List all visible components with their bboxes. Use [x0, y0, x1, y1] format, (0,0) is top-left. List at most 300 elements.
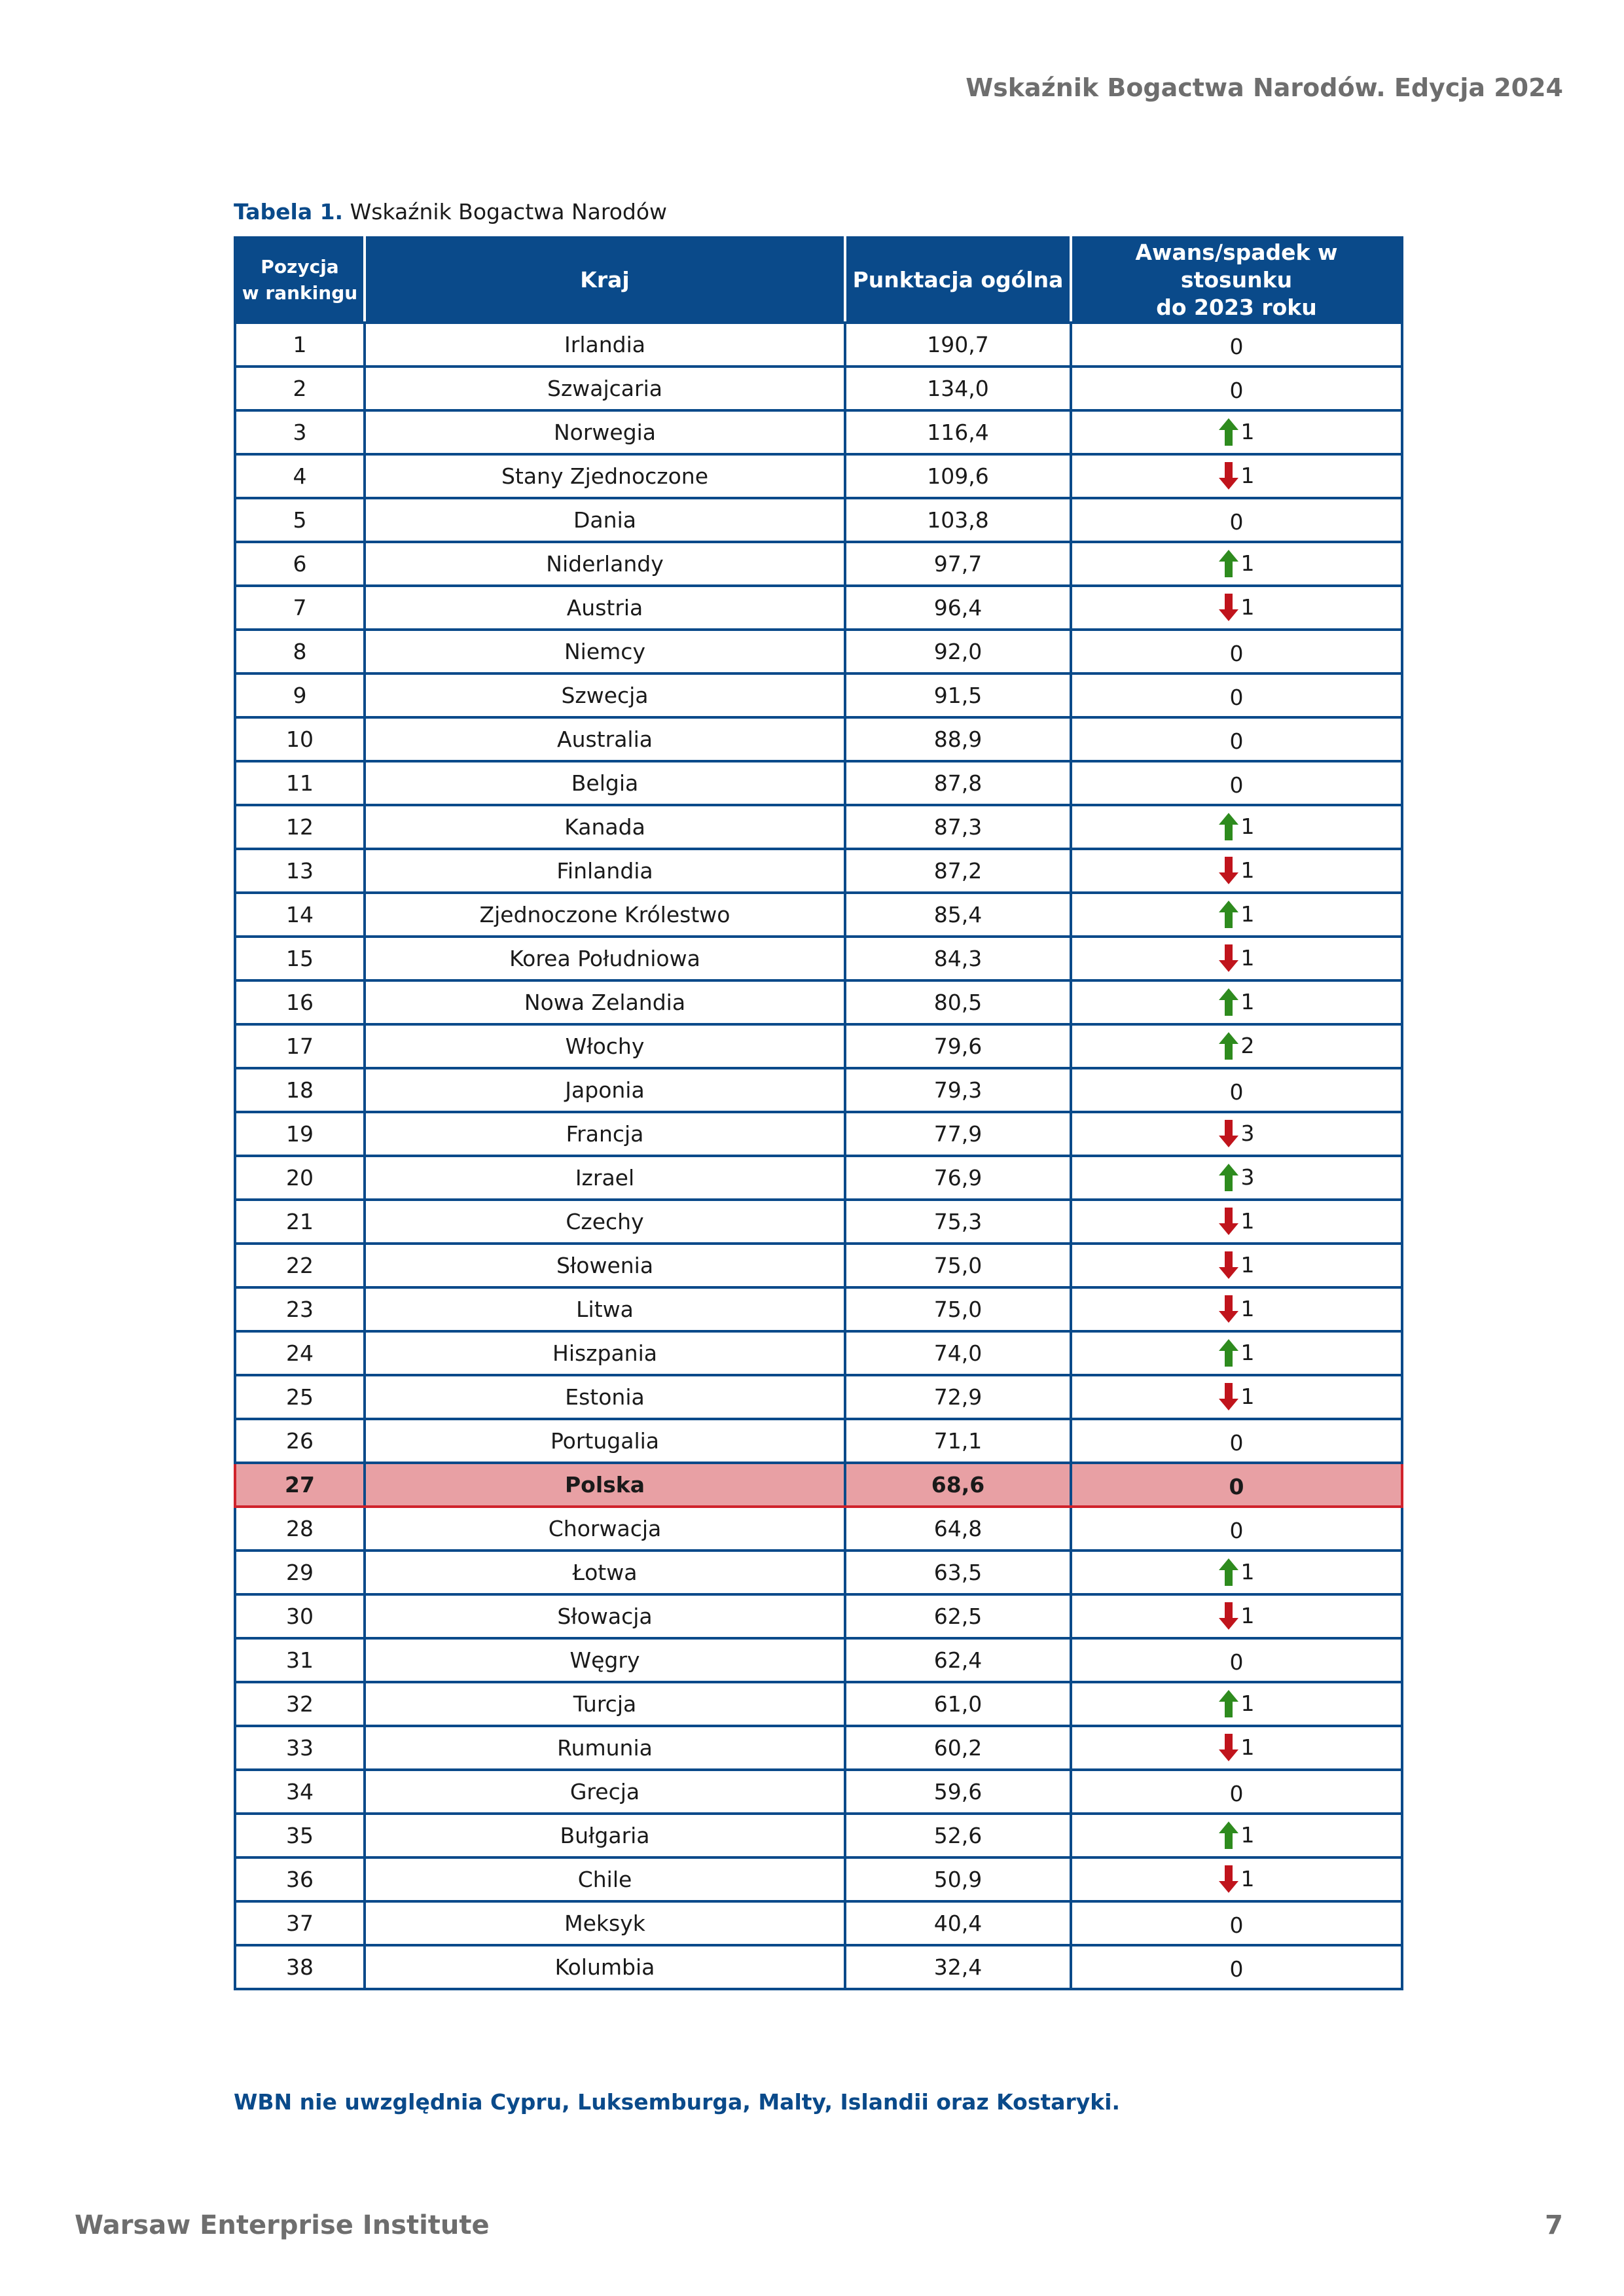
header-change	[1071, 238, 1402, 323]
table-row	[235, 1682, 1402, 1726]
change-indicator	[1219, 1730, 1255, 1761]
table-row	[235, 1287, 1402, 1331]
cell-rank: 24	[235, 1331, 365, 1375]
ranking-table	[234, 236, 1403, 1990]
cell-rank: 15	[235, 937, 365, 980]
change-value: 0	[1229, 1781, 1244, 1806]
cell-score: 87,2	[845, 849, 1071, 893]
cell-rank: 14	[235, 893, 365, 937]
table-footnote: WBN nie uwzględnia Cypru, Luksemburga, Malty, Islandii oraz Kostaryki.	[234, 2089, 1121, 2115]
cell-country: Chorwacja	[365, 1507, 845, 1551]
cell-change	[1071, 542, 1402, 586]
arrow-down-icon	[1219, 1734, 1238, 1761]
cell-change	[1071, 1419, 1402, 1463]
cell-rank: 29	[235, 1551, 365, 1594]
change-value: 1	[1240, 1866, 1255, 1892]
cell-country: Izrael	[365, 1156, 845, 1200]
cell-score: 64,8	[845, 1507, 1071, 1551]
cell-change	[1071, 410, 1402, 454]
arrow-up-icon	[1219, 418, 1238, 446]
cell-score: 84,3	[845, 937, 1071, 980]
cell-score: 103,8	[845, 498, 1071, 542]
cell-score: 79,3	[845, 1068, 1071, 1112]
arrow-down-icon	[1219, 1865, 1238, 1893]
cell-score: 62,4	[845, 1638, 1071, 1682]
cell-rank: 18	[235, 1068, 365, 1112]
cell-rank: 19	[235, 1112, 365, 1156]
table-row	[235, 454, 1402, 498]
cell-change	[1071, 849, 1402, 893]
change-indicator	[1219, 853, 1255, 884]
change-value: 1	[1240, 550, 1255, 576]
change-indicator	[1219, 590, 1255, 621]
change-indicator	[1219, 414, 1255, 446]
change-value: 1	[1240, 1208, 1255, 1234]
change-indicator	[1219, 1247, 1255, 1279]
cell-change	[1071, 805, 1402, 849]
change-value: 0	[1229, 1649, 1244, 1675]
change-indicator	[1230, 1426, 1244, 1456]
change-indicator	[1229, 1470, 1244, 1499]
change-value: 1	[1240, 1296, 1255, 1321]
cell-score: 75,0	[845, 1244, 1071, 1287]
table-row	[235, 849, 1402, 893]
cell-change	[1071, 761, 1402, 805]
arrow-up-icon	[1219, 813, 1238, 840]
change-indicator	[1219, 941, 1255, 972]
change-indicator	[1219, 1160, 1255, 1191]
cell-rank: 26	[235, 1419, 365, 1463]
cell-change	[1071, 1594, 1402, 1638]
cell-country: Estonia	[365, 1375, 845, 1419]
table-row	[235, 673, 1402, 717]
cell-country: Stany Zjednoczone	[365, 454, 845, 498]
table-row	[235, 586, 1402, 630]
change-value: 1	[1240, 814, 1255, 839]
cell-rank: 6	[235, 542, 365, 586]
cell-change	[1071, 323, 1402, 367]
table-row	[235, 323, 1402, 367]
header-change-line2: do 2023 roku	[1156, 295, 1317, 320]
cell-country: Polska	[365, 1463, 845, 1507]
arrow-down-icon	[1219, 857, 1238, 884]
table-row	[235, 893, 1402, 937]
change-indicator	[1230, 374, 1244, 403]
cell-change	[1071, 498, 1402, 542]
change-indicator	[1219, 1116, 1255, 1147]
table-row	[235, 1375, 1402, 1419]
change-value: 0	[1229, 334, 1244, 359]
change-indicator	[1219, 1818, 1255, 1849]
cell-rank: 8	[235, 630, 365, 673]
cell-rank: 7	[235, 586, 365, 630]
cell-country: Belgia	[365, 761, 845, 805]
change-value: 1	[1240, 1603, 1255, 1628]
cell-score: 61,0	[845, 1682, 1071, 1726]
change-value: 1	[1240, 945, 1255, 971]
cell-country: Irlandia	[365, 323, 845, 367]
change-value: 1	[1240, 989, 1255, 1014]
cell-rank: 16	[235, 980, 365, 1024]
change-indicator	[1230, 1909, 1244, 1938]
cell-rank: 9	[235, 673, 365, 717]
table-row	[235, 1770, 1402, 1814]
table-row	[235, 1200, 1402, 1244]
cell-score: 88,9	[845, 717, 1071, 761]
change-indicator	[1230, 637, 1244, 666]
cell-change	[1071, 1901, 1402, 1945]
cell-country: Węgry	[365, 1638, 845, 1682]
cell-score: 72,9	[845, 1375, 1071, 1419]
header-position-line2: w rankingu	[242, 282, 358, 304]
change-indicator	[1230, 1514, 1244, 1543]
change-indicator	[1219, 1204, 1255, 1235]
table-row	[235, 1945, 1402, 1989]
cell-country: Hiszpania	[365, 1331, 845, 1375]
cell-change	[1071, 1945, 1402, 1989]
cell-country: Nowa Zelandia	[365, 980, 845, 1024]
cell-score: 63,5	[845, 1551, 1071, 1594]
arrow-up-icon	[1219, 1558, 1238, 1586]
cell-change	[1071, 1507, 1402, 1551]
cell-country: Korea Południowa	[365, 937, 845, 980]
change-value: 1	[1240, 1340, 1255, 1365]
cell-rank: 37	[235, 1901, 365, 1945]
table-row	[235, 1507, 1402, 1551]
cell-country: Austria	[365, 586, 845, 630]
cell-change	[1071, 586, 1402, 630]
cell-change	[1071, 1156, 1402, 1200]
cell-country: Turcja	[365, 1682, 845, 1726]
change-indicator	[1219, 1335, 1255, 1367]
table-caption-label: Tabela 1.	[234, 199, 344, 224]
table-caption-text: Wskaźnik Bogactwa Narodów	[343, 199, 668, 224]
cell-change	[1071, 1331, 1402, 1375]
change-value: 1	[1240, 463, 1255, 488]
cell-rank: 17	[235, 1024, 365, 1068]
change-indicator	[1230, 1777, 1244, 1806]
cell-change	[1071, 1551, 1402, 1594]
cell-change	[1071, 1857, 1402, 1901]
cell-change	[1071, 1287, 1402, 1331]
change-value: 0	[1229, 1079, 1244, 1105]
cell-country: Norwegia	[365, 410, 845, 454]
cell-rank: 23	[235, 1287, 365, 1331]
arrow-up-icon	[1219, 1821, 1238, 1849]
change-indicator	[1230, 768, 1244, 798]
cell-country: Zjednoczone Królestwo	[365, 893, 845, 937]
table-row	[235, 937, 1402, 980]
change-value: 3	[1240, 1164, 1255, 1190]
change-indicator	[1230, 725, 1244, 754]
arrow-down-icon	[1219, 594, 1238, 621]
arrow-down-icon	[1219, 1295, 1238, 1323]
cell-score: 97,7	[845, 542, 1071, 586]
change-value: 0	[1229, 685, 1244, 710]
arrow-up-icon	[1219, 1164, 1238, 1191]
change-value: 0	[1229, 1474, 1244, 1499]
cell-country: Łotwa	[365, 1551, 845, 1594]
cell-score: 77,9	[845, 1112, 1071, 1156]
change-indicator	[1230, 1075, 1244, 1105]
arrow-down-icon	[1219, 1120, 1238, 1147]
header-score: Punktacja ogólna	[845, 238, 1071, 323]
cell-change	[1071, 937, 1402, 980]
cell-rank: 4	[235, 454, 365, 498]
cell-score: 60,2	[845, 1726, 1071, 1770]
cell-rank: 22	[235, 1244, 365, 1287]
change-indicator	[1219, 1291, 1255, 1323]
cell-country: Szwecja	[365, 673, 845, 717]
cell-rank: 13	[235, 849, 365, 893]
cell-rank: 33	[235, 1726, 365, 1770]
change-value: 1	[1240, 1252, 1255, 1278]
table-row	[235, 1901, 1402, 1945]
arrow-up-icon	[1219, 1339, 1238, 1367]
change-indicator	[1230, 505, 1244, 535]
change-indicator	[1219, 1379, 1255, 1410]
arrow-down-icon	[1219, 1383, 1238, 1410]
arrow-down-icon	[1219, 1602, 1238, 1630]
arrow-up-icon	[1219, 1690, 1238, 1717]
cell-change	[1071, 673, 1402, 717]
table-row	[235, 1156, 1402, 1200]
cell-score: 116,4	[845, 410, 1071, 454]
cell-change	[1071, 1068, 1402, 1112]
cell-country: Finlandia	[365, 849, 845, 893]
cell-score: 85,4	[845, 893, 1071, 937]
table-header-row	[235, 238, 1402, 323]
table-caption	[234, 199, 667, 224]
cell-score: 96,4	[845, 586, 1071, 630]
cell-score: 40,4	[845, 1901, 1071, 1945]
change-indicator	[1219, 1686, 1255, 1717]
cell-score: 71,1	[845, 1419, 1071, 1463]
change-value: 0	[1229, 1912, 1244, 1938]
cell-change	[1071, 1814, 1402, 1857]
table-row	[235, 1463, 1402, 1507]
table-row	[235, 805, 1402, 849]
cell-change	[1071, 1024, 1402, 1068]
cell-change	[1071, 454, 1402, 498]
cell-score: 79,6	[845, 1024, 1071, 1068]
cell-rank: 5	[235, 498, 365, 542]
table-row	[235, 1594, 1402, 1638]
cell-rank: 38	[235, 1945, 365, 1989]
cell-change	[1071, 980, 1402, 1024]
table-row	[235, 367, 1402, 410]
cell-change	[1071, 1200, 1402, 1244]
cell-rank: 28	[235, 1507, 365, 1551]
change-value: 1	[1240, 1384, 1255, 1409]
cell-country: Dania	[365, 498, 845, 542]
footer-organization: Warsaw Enterprise Institute	[75, 2210, 490, 2240]
cell-change	[1071, 1112, 1402, 1156]
cell-country: Czechy	[365, 1200, 845, 1244]
cell-country: Australia	[365, 717, 845, 761]
running-header: Wskaźnik Bogactwa Narodów. Edycja 2024	[965, 73, 1563, 102]
cell-score: 52,6	[845, 1814, 1071, 1857]
cell-score: 87,3	[845, 805, 1071, 849]
cell-score: 59,6	[845, 1770, 1071, 1814]
cell-score: 91,5	[845, 673, 1071, 717]
cell-rank: 12	[235, 805, 365, 849]
change-indicator	[1219, 984, 1255, 1016]
cell-country: Niemcy	[365, 630, 845, 673]
cell-country: Meksyk	[365, 1901, 845, 1945]
cell-score: 80,5	[845, 980, 1071, 1024]
cell-score: 32,4	[845, 1945, 1071, 1989]
cell-rank: 3	[235, 410, 365, 454]
change-indicator	[1219, 458, 1255, 490]
table-body	[235, 323, 1402, 1989]
change-value: 1	[1240, 901, 1255, 927]
arrow-down-icon	[1219, 944, 1238, 972]
cell-country: Portugalia	[365, 1419, 845, 1463]
table-row	[235, 630, 1402, 673]
header-change-line1: Awans/spadek w stosunku	[1135, 240, 1338, 293]
cell-country: Japonia	[365, 1068, 845, 1112]
cell-rank: 35	[235, 1814, 365, 1857]
arrow-up-icon	[1219, 988, 1238, 1016]
cell-score: 87,8	[845, 761, 1071, 805]
cell-score: 74,0	[845, 1331, 1071, 1375]
cell-score: 134,0	[845, 367, 1071, 410]
change-value: 1	[1240, 1822, 1255, 1848]
header-country: Kraj	[365, 238, 845, 323]
table-row	[235, 761, 1402, 805]
table-row	[235, 498, 1402, 542]
cell-rank: 20	[235, 1156, 365, 1200]
table-row	[235, 1814, 1402, 1857]
table-row	[235, 1331, 1402, 1375]
cell-rank: 25	[235, 1375, 365, 1419]
cell-country: Bułgaria	[365, 1814, 845, 1857]
change-value: 0	[1229, 728, 1244, 754]
cell-country: Litwa	[365, 1287, 845, 1331]
table-row	[235, 1857, 1402, 1901]
cell-score: 190,7	[845, 323, 1071, 367]
change-value: 0	[1229, 1518, 1244, 1543]
cell-rank: 27	[235, 1463, 365, 1507]
cell-rank: 21	[235, 1200, 365, 1244]
arrow-up-icon	[1219, 1032, 1238, 1060]
cell-score: 68,6	[845, 1463, 1071, 1507]
cell-score: 62,5	[845, 1594, 1071, 1638]
cell-country: Słowacja	[365, 1594, 845, 1638]
cell-country: Szwajcaria	[365, 367, 845, 410]
arrow-down-icon	[1219, 1251, 1238, 1279]
change-value: 0	[1229, 641, 1244, 666]
cell-rank: 36	[235, 1857, 365, 1901]
cell-score: 76,9	[845, 1156, 1071, 1200]
table-row	[235, 542, 1402, 586]
cell-score: 75,3	[845, 1200, 1071, 1244]
cell-country: Kolumbia	[365, 1945, 845, 1989]
change-indicator	[1230, 1952, 1244, 1982]
cell-country: Chile	[365, 1857, 845, 1901]
cell-rank: 2	[235, 367, 365, 410]
table-row	[235, 1112, 1402, 1156]
change-value: 2	[1240, 1033, 1255, 1058]
change-value: 0	[1229, 1430, 1244, 1456]
cell-score: 109,6	[845, 454, 1071, 498]
change-value: 1	[1240, 1691, 1255, 1716]
cell-rank: 1	[235, 323, 365, 367]
cell-rank: 34	[235, 1770, 365, 1814]
cell-country: Grecja	[365, 1770, 845, 1814]
cell-change	[1071, 893, 1402, 937]
cell-country: Słowenia	[365, 1244, 845, 1287]
cell-rank: 11	[235, 761, 365, 805]
arrow-down-icon	[1219, 462, 1238, 490]
table-row	[235, 1244, 1402, 1287]
table-row	[235, 717, 1402, 761]
arrow-up-icon	[1219, 550, 1238, 577]
table-row	[235, 980, 1402, 1024]
change-value: 1	[1240, 1559, 1255, 1585]
header-position	[235, 238, 365, 323]
change-indicator	[1219, 897, 1255, 928]
change-value: 1	[1240, 594, 1255, 620]
cell-country: Włochy	[365, 1024, 845, 1068]
cell-rank: 30	[235, 1594, 365, 1638]
change-indicator	[1230, 330, 1244, 359]
cell-country: Kanada	[365, 805, 845, 849]
table-row	[235, 1551, 1402, 1594]
change-indicator	[1219, 1598, 1255, 1630]
change-indicator	[1219, 1028, 1255, 1060]
header-position-line1: Pozycja	[261, 256, 339, 278]
change-indicator	[1230, 1645, 1244, 1675]
change-indicator	[1219, 546, 1255, 577]
cell-rank: 31	[235, 1638, 365, 1682]
arrow-down-icon	[1219, 1208, 1238, 1235]
cell-change	[1071, 717, 1402, 761]
change-value: 0	[1229, 509, 1244, 535]
change-value: 1	[1240, 1734, 1255, 1760]
cell-country: Rumunia	[365, 1726, 845, 1770]
arrow-up-icon	[1219, 901, 1238, 928]
cell-change	[1071, 1638, 1402, 1682]
change-indicator	[1219, 1861, 1255, 1893]
change-value: 0	[1229, 1956, 1244, 1982]
table-row	[235, 1024, 1402, 1068]
table-row	[235, 1419, 1402, 1463]
cell-change	[1071, 1726, 1402, 1770]
change-value: 0	[1229, 378, 1244, 403]
cell-change	[1071, 1463, 1402, 1507]
change-value: 0	[1229, 772, 1244, 798]
cell-score: 92,0	[845, 630, 1071, 673]
change-value: 1	[1240, 857, 1255, 883]
change-value: 1	[1240, 419, 1255, 444]
cell-change	[1071, 367, 1402, 410]
cell-country: Francja	[365, 1112, 845, 1156]
table-row	[235, 1638, 1402, 1682]
cell-change	[1071, 630, 1402, 673]
cell-country: Niderlandy	[365, 542, 845, 586]
cell-score: 50,9	[845, 1857, 1071, 1901]
table-row	[235, 1726, 1402, 1770]
cell-change	[1071, 1244, 1402, 1287]
table-row	[235, 1068, 1402, 1112]
change-indicator	[1230, 681, 1244, 710]
cell-rank: 10	[235, 717, 365, 761]
cell-change	[1071, 1770, 1402, 1814]
table-row	[235, 410, 1402, 454]
change-indicator	[1219, 1554, 1255, 1586]
